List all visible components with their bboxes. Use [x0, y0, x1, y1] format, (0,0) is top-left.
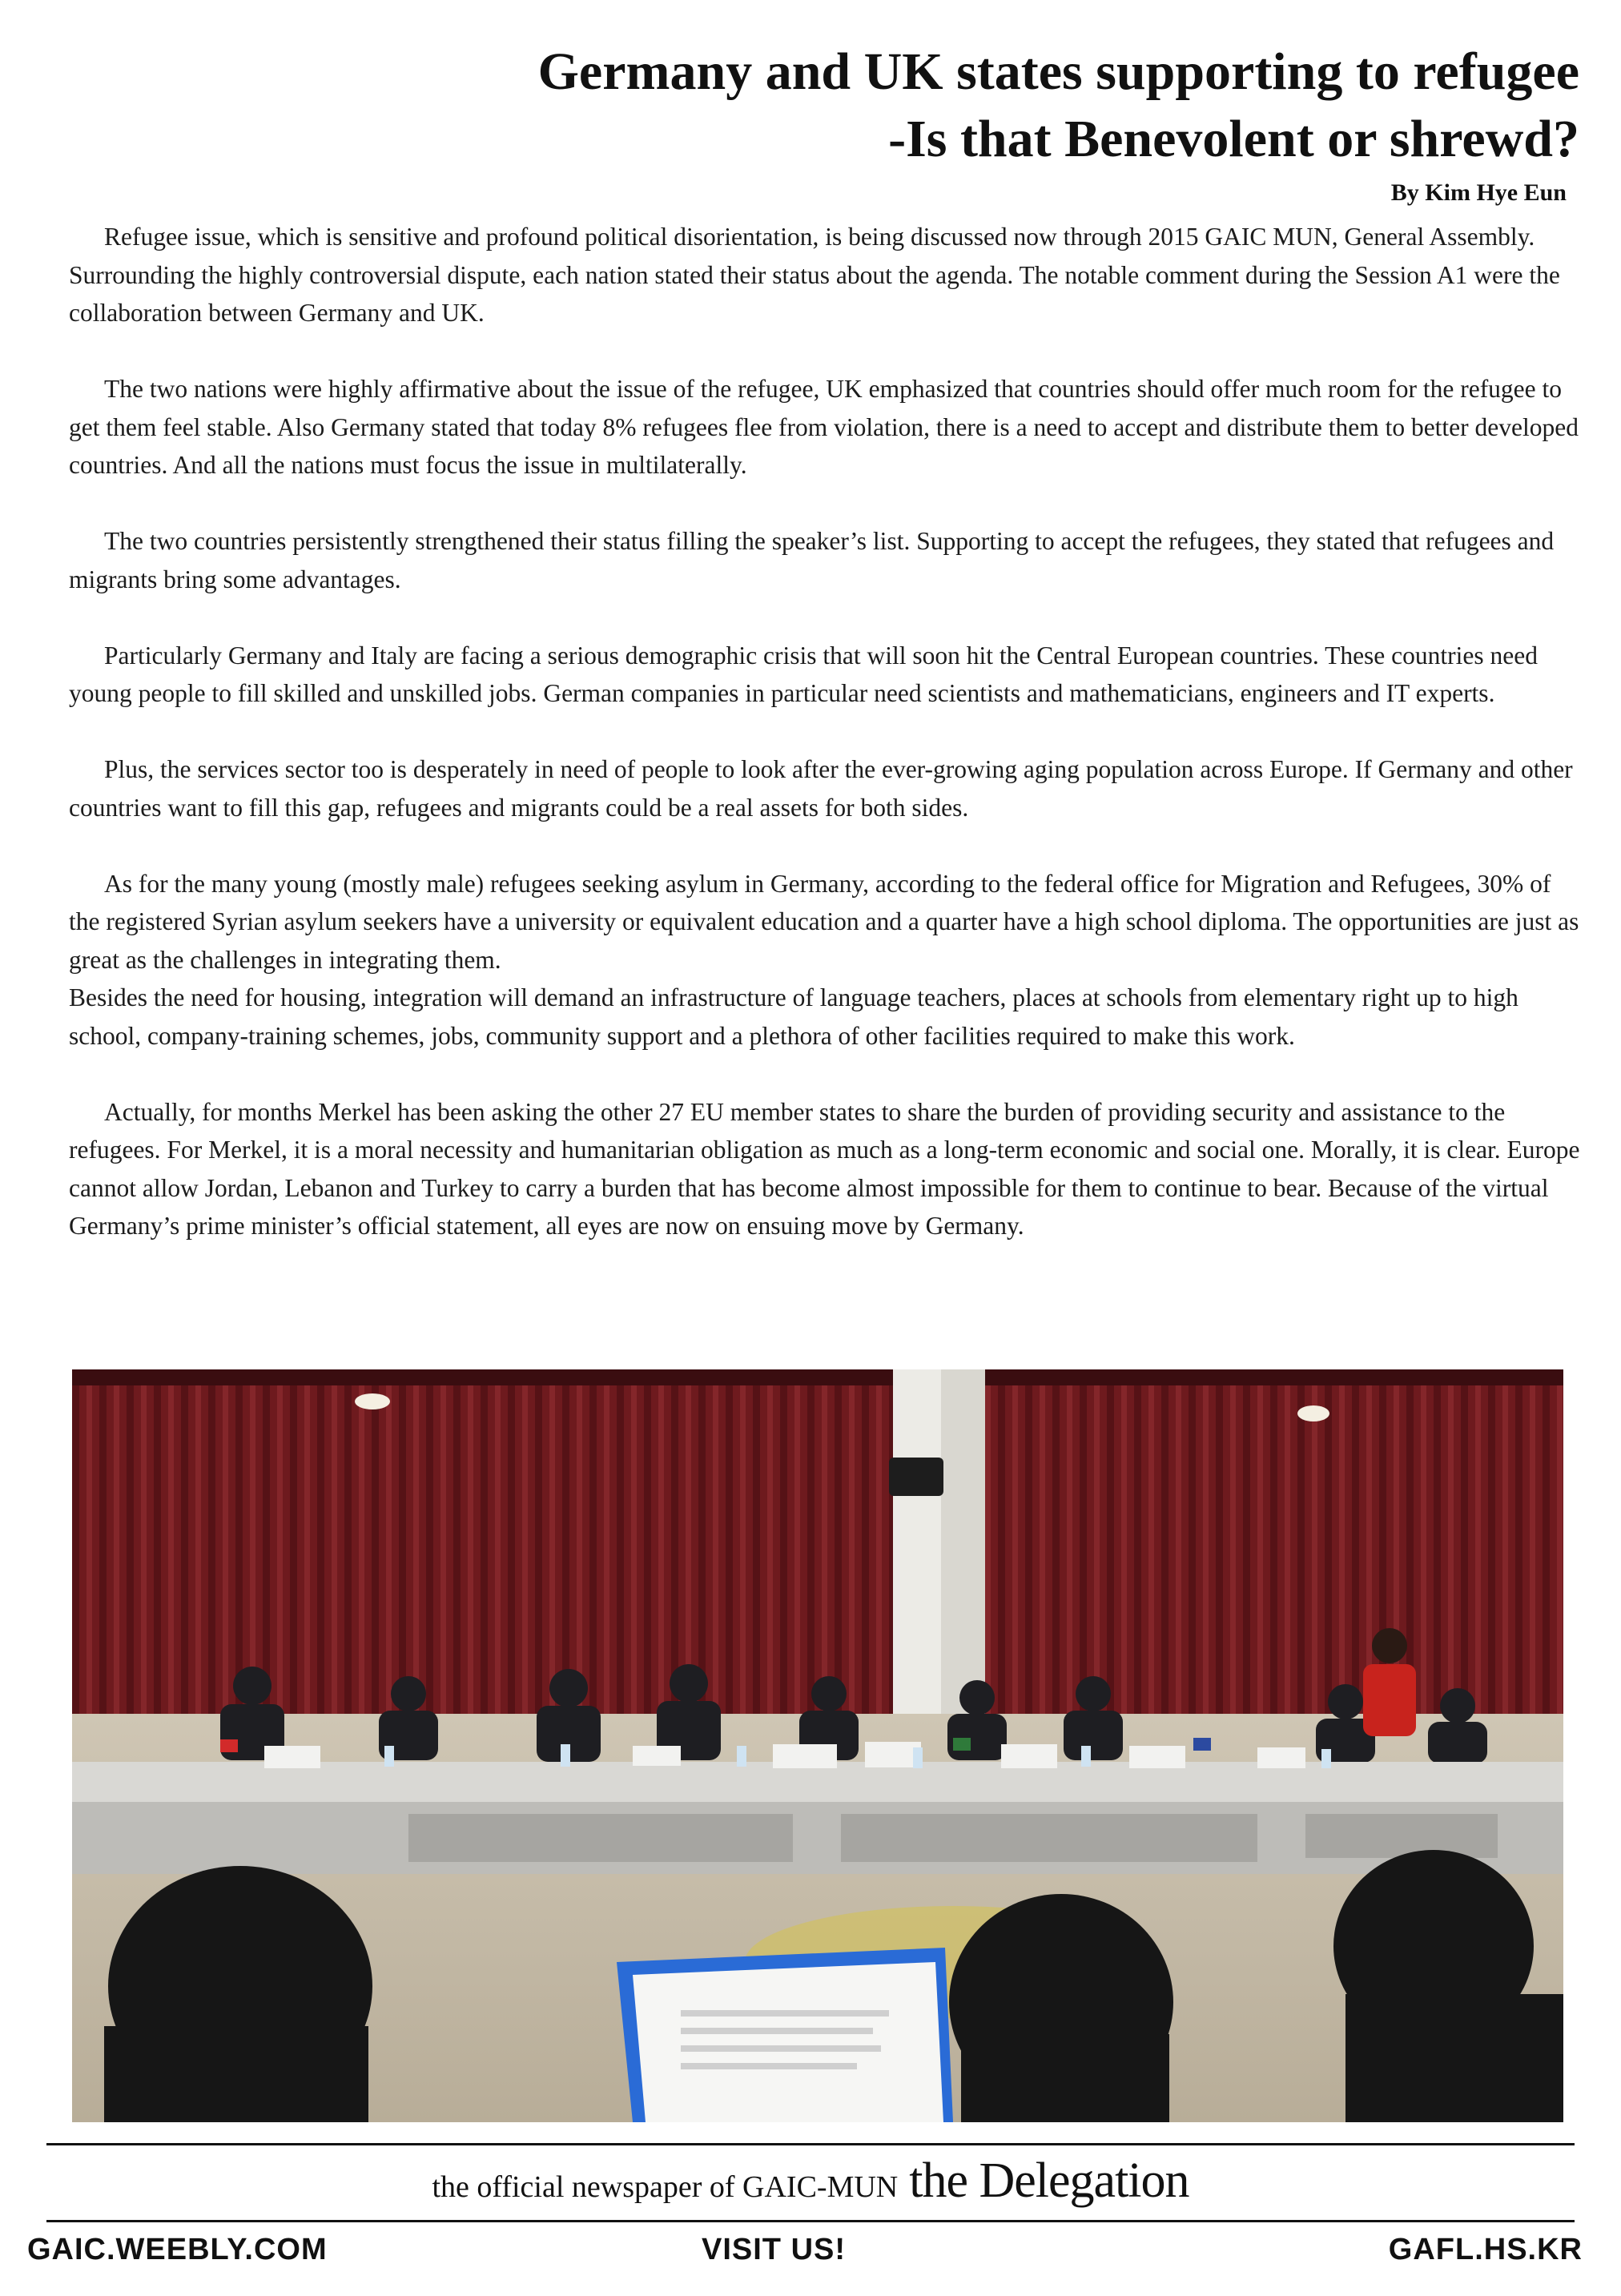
left-site-link[interactable]: GAIC.WEEBLY.COM [27, 2233, 328, 2266]
title-line-2: -Is that Benevolent or shrewd? [888, 110, 1579, 168]
article-body [69, 218, 1587, 1283]
byline: By Kim Hye Eun [1390, 179, 1567, 206]
article-title [538, 38, 1579, 173]
right-site-link[interactable]: GAFL.HS.KR [1388, 2233, 1583, 2266]
title-line-1: Germany and UK states supporting to refugee [537, 42, 1579, 101]
footer-bottom-rule [46, 2220, 1575, 2222]
masthead [0, 2153, 1621, 2210]
paragraph: Actually, for months Merkel has been asking the other 27 EU member states to share the burden of providing security and assistance to the refugees. For Merkel, it is a moral necessity and humanitarian obligation as much as a long-term economic and social one. Morally, it is clear. Europe cannot allow Jordan, Lebanon and Turkey to carry a burden that has become almost impossible for them to continue to bear. Because of the virtual Germany’s prime minister’s official statement, all eyes are now on ensuing move by Germany. [69, 1097, 1580, 1240]
visit-us-label: VISIT US! [702, 2233, 847, 2266]
paragraph: Plus, the services sector too is desperately in need of people to look after the ever-growing aging population across Europe. If Germany and other countries want to fill this gap, refugees and migrants could be a real assets for both sides. [69, 755, 1573, 822]
conference-photo [72, 1369, 1563, 2122]
paragraph: The two nations were highly affirmative about the issue of the refugee, UK emphasized that countries should offer much room for the refugee to get them feel stable. Also Germany stated that today 8% refugees flee from violation, there is a need to accept and distribute them to better developed countries. And all the nations must focus the issue in multilaterally. [69, 375, 1579, 479]
paragraph: Particularly Germany and Italy are facing a serious demographic crisis that will soon hit the Central European countries. These countries need young people to fill skilled and unskilled jobs. German companies in particular need scientists and mathematicians, engineers and IT experts. [69, 641, 1538, 707]
paragraph: Refugee issue, which is sensitive and profound political disorientation, is being discussed now through 2015 GAIC MUN, General Assembly. Surrounding the highly controversial dispute, each nation stated their status about the agenda. The notable comment during the Session A1 were the collaboration between Germany and UK. [69, 223, 1560, 327]
paragraph: The two countries persistently strengthened their status filling the speaker’s list. Supporting to accept the refugees, they stated that refugees and migrants bring some advantages. [69, 527, 1555, 593]
newspaper-brand: the Delegation [909, 2153, 1189, 2208]
paragraph: As for the many young (mostly male) refugees seeking asylum in Germany, according to the federal office for Migration and Refugees, 30% of the registered Syrian asylum seekers have a university or equivalent education and a quarter have a high school diploma. The opportunities are just as great as the challenges in integrating them. [69, 869, 1579, 974]
footer-tagline: the official newspaper of GAIC-MUN [432, 2170, 899, 2204]
paragraph: Besides the need for housing, integration will demand an infrastructure of language teachers, places at schools from elementary right up to high school, company-training schemes, jobs, community support and a plethora of other facilities required to make this work. [69, 983, 1518, 1050]
footer-top-rule [46, 2143, 1575, 2145]
